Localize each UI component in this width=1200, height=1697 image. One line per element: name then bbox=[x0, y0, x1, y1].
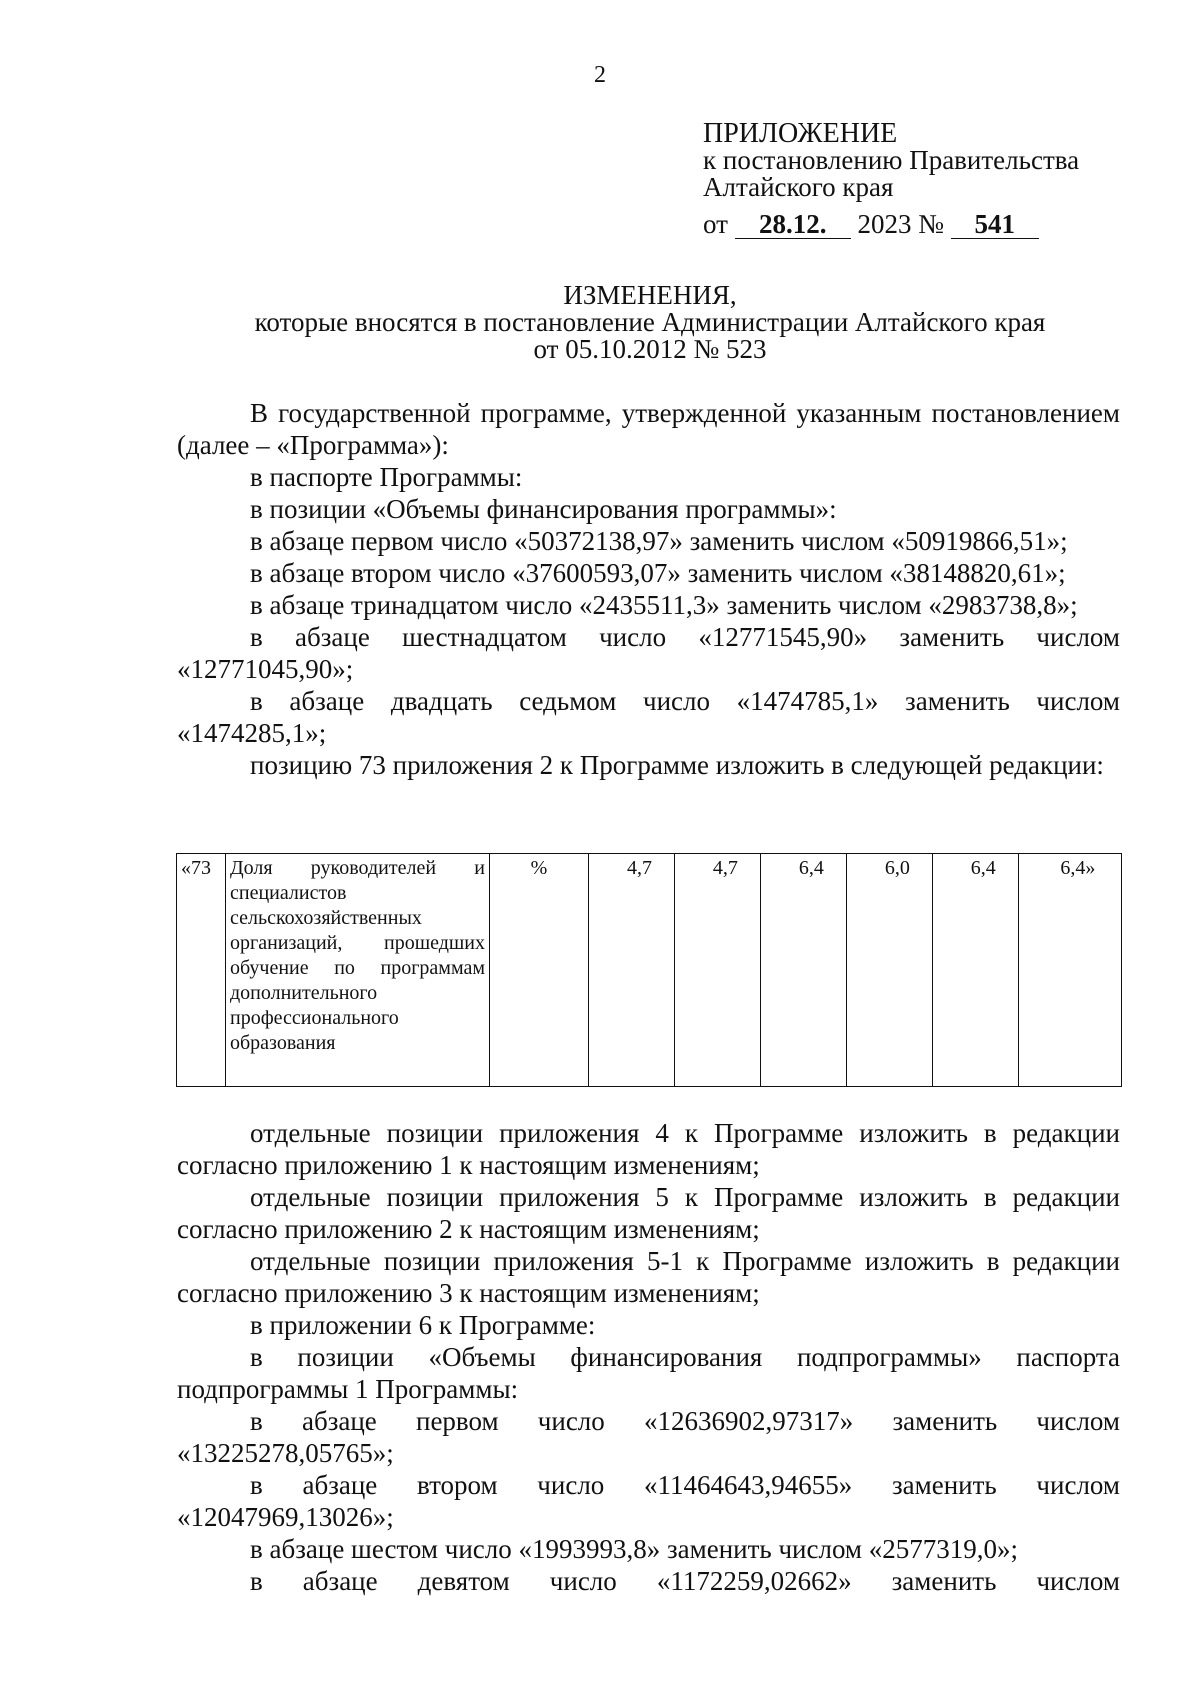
paragraph: в абзаце шестом число «1993993,8» заменить числом «2577319,0»; bbox=[250, 1534, 1019, 1564]
paragraph: отдельные позиции приложения 5-1 к Программе изложить в редакции согласно приложению 3 к настоящим изменениям; bbox=[177, 1246, 1120, 1308]
appendix-title: ПРИЛОЖЕНИЕ bbox=[703, 118, 898, 149]
page-number: 2 bbox=[594, 62, 606, 88]
paragraph: в абзаце девятом число «1172259,02662» заменить числом bbox=[250, 1566, 1120, 1596]
date-prefix: от bbox=[703, 209, 728, 239]
value-cell: 6,4 bbox=[932, 854, 1018, 1087]
heading-line-2: которые вносятся в постановление Администрации Алтайского края bbox=[254, 307, 1046, 337]
paragraph: в позиции «Объемы финансирования подпрограммы» паспорта подпрограммы 1 Программы: bbox=[177, 1342, 1120, 1404]
appendix-line-2: к постановлению Правительства bbox=[703, 145, 1080, 175]
row-number: «73 bbox=[177, 854, 226, 1087]
unit-cell: % bbox=[490, 854, 589, 1087]
paragraph: В государственной программе, утвержденной указанным постановлением (далее – «Программа»): bbox=[177, 398, 1120, 460]
paragraph: в абзаце тринадцатом число «2435511,3» заменить числом «2983738,8»; bbox=[250, 590, 1078, 620]
paragraph: отдельные позиции приложения 5 к Программе изложить в редакции согласно приложению 2 к настоящим изменениям; bbox=[177, 1182, 1120, 1244]
indicator-name: Доля руководителей и специалистов сельскохозяйственных организаций, прошедших обучение по программам дополнительного профессионального образования bbox=[226, 854, 490, 1087]
heading-title: ИЗМЕНЕНИЯ, bbox=[563, 280, 737, 310]
year-number-label: 2023 № bbox=[857, 209, 944, 239]
body-text-before-table bbox=[177, 397, 1120, 781]
document-heading bbox=[0, 282, 1200, 363]
value-cell: 6,0 bbox=[846, 854, 932, 1087]
paragraph: в абзаце втором число «37600593,07» заменить числом «38148820,61»; bbox=[250, 558, 1066, 588]
appendix-date-line bbox=[703, 211, 1079, 239]
value-cell: 6,4» bbox=[1018, 854, 1121, 1087]
paragraph: в позиции «Объемы финансирования программы»: bbox=[250, 494, 837, 524]
paragraph: в абзаце первом число «50372138,97» заменить числом «50919866,51»; bbox=[250, 526, 1068, 556]
paragraph: в абзаце втором число «11464643,94655» заменить числом «12047969,13026»; bbox=[177, 1470, 1120, 1532]
document-number: 541 bbox=[951, 211, 1039, 239]
value-cell: 6,4 bbox=[760, 854, 846, 1087]
paragraph: в абзаце шестнадцатом число «12771545,90» заменить числом «12771045,90»; bbox=[177, 622, 1120, 684]
heading-line-3: от 05.10.2012 № 523 bbox=[533, 334, 767, 364]
paragraph: отдельные позиции приложения 4 к Программе изложить в редакции согласно приложению 1 к настоящим изменениям; bbox=[177, 1118, 1120, 1180]
body-text-after-table bbox=[177, 1117, 1120, 1597]
paragraph: в абзаце двадцать седьмом число «1474785,1» заменить числом «1474285,1»; bbox=[177, 686, 1120, 748]
paragraph: в паспорте Программы: bbox=[250, 462, 523, 492]
paragraph: в абзаце первом число «12636902,97317» заменить числом «13225278,05765»; bbox=[177, 1406, 1120, 1468]
date-value: 28.12. bbox=[735, 211, 851, 239]
appendix-header bbox=[703, 120, 1079, 239]
value-cell: 4,7 bbox=[589, 854, 675, 1087]
paragraph: в приложении 6 к Программе: bbox=[250, 1310, 596, 1340]
position-73-table bbox=[176, 853, 1122, 1087]
paragraph: позицию 73 приложения 2 к Программе изложить в следующей редакции: bbox=[250, 750, 1104, 780]
appendix-line-3: Алтайского края bbox=[703, 172, 894, 202]
table-row bbox=[177, 854, 1122, 1087]
value-cell: 4,7 bbox=[674, 854, 760, 1087]
